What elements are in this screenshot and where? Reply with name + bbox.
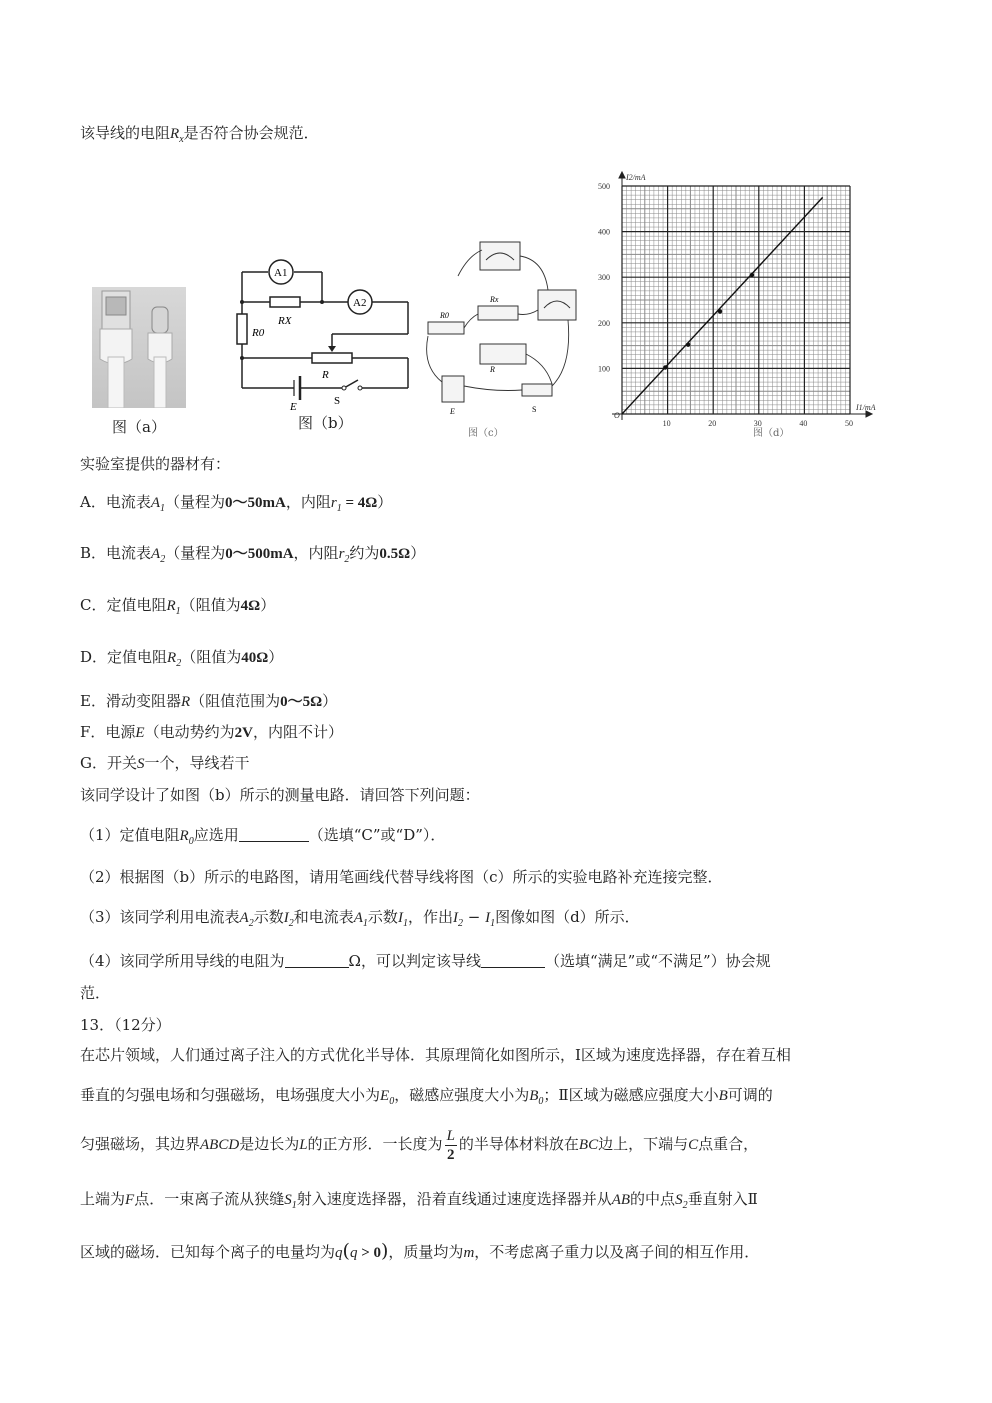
fraction-l-over-2: $\frac{L}{2}$ xyxy=(446,1127,455,1163)
question-4-cont: 范． xyxy=(80,984,111,1002)
label-c-r0: R0 xyxy=(440,311,449,320)
y-axis-arrow xyxy=(619,172,625,178)
data-point xyxy=(718,309,722,313)
problem-13-line-5: 区域的磁场．已知每个离子的电量均为q(q > 0)，质量均为m，不考虑离子重力以及离子间的相互作用． xyxy=(80,1240,760,1262)
y-tick-label: 400 xyxy=(598,227,610,237)
resistor-rx-icon xyxy=(478,306,518,320)
figure-a-photo xyxy=(92,287,186,408)
x-tick-label: 30 xyxy=(753,419,762,428)
switch-icon xyxy=(522,384,552,396)
x-tick-label: 10 xyxy=(662,419,671,428)
y-tick-label: 300 xyxy=(598,273,610,283)
label-a1: A1 xyxy=(274,267,288,279)
answer-blank-3[interactable] xyxy=(481,952,545,968)
label-c-e: E xyxy=(450,407,455,416)
figure-c-caption: 图（c） xyxy=(468,428,504,439)
item-c: C．定值电阻$R_1$（阻值为4Ω） xyxy=(80,596,276,617)
resistor-rx-symbol xyxy=(270,297,300,307)
data-point xyxy=(750,273,754,277)
figure-a-caption: 图（a） xyxy=(112,418,166,436)
data-point xyxy=(686,342,690,346)
figure-b-circuit xyxy=(232,258,417,416)
question-2: （2）根据图（b）所示的电路图，请用笔画线代替导线将图（c）所示的实验电路补充连接完整． xyxy=(80,868,723,886)
item-f: F．电源E（电动势约为2V，内阻不计） xyxy=(80,723,343,741)
x-tick-label: 40 xyxy=(799,419,808,428)
label-s: S xyxy=(334,395,341,407)
x-tick-label: 20 xyxy=(708,419,717,428)
y-tick-label: 100 xyxy=(598,364,610,374)
data-point xyxy=(663,365,667,369)
figure-d-caption: 图（d） xyxy=(753,428,790,439)
ammeter-top-icon xyxy=(480,242,520,270)
label-rx: RX xyxy=(278,315,292,327)
label-c-r: R xyxy=(490,365,495,374)
x-tick-label: 50 xyxy=(845,419,853,428)
problem-13-line-4: 上端为F点．一束离子流从狭缝$S_1$射入速度选择器，沿着直线通过速度选择器并从AB的中点$S_2$垂直射入Ⅱ xyxy=(80,1190,758,1211)
item-b: B．电流表$A_2$（量程为0～500mA，内阻$r_2$约为0.5Ω） xyxy=(80,544,426,565)
intro-line: 该导线的电阻$R_x$是否符合协会规范． xyxy=(80,124,319,145)
y-tick-label: 200 xyxy=(598,318,610,328)
question-4: （4）该同学所用导线的电阻为 Ω，可以判定该导线 （选填“满足”或“不满足”）协会规 xyxy=(80,952,771,970)
problem-13-line-3: 匀强磁场，其边界ABCD是边长为L的正方形．一长度为 $\frac{L}{2}$ 的半导体材料放在BC边上，下端与C点重合， xyxy=(80,1127,759,1163)
problem-13-title: 13．（12分） xyxy=(80,1016,171,1034)
design-line: 该同学设计了如图（b）所示的测量电路．请回答下列问题： xyxy=(80,786,480,804)
figure-d-chart xyxy=(592,168,884,430)
problem-13-line-1: 在芯片领域，人们通过离子注入的方式优化半导体．其原理简化如图所示，Ⅰ区域为速度选择器，存在着互相 xyxy=(80,1046,791,1064)
item-g: G．开关S一个，导线若干 xyxy=(80,754,250,772)
y-axis-label: I2/mA xyxy=(626,173,646,182)
answer-blank-2[interactable] xyxy=(285,952,349,968)
item-d: D．定值电阻$R_2$（阻值为40Ω） xyxy=(80,648,284,669)
item-e: E．滑动变阻器R（阻值范围为0～5Ω） xyxy=(80,692,338,710)
label-c-rx: Rx xyxy=(490,295,499,304)
y-tick-label: 500 xyxy=(598,182,610,191)
rheostat-symbol xyxy=(312,353,352,363)
problem-13-line-2: 垂直的匀强电场和匀强磁场，电场强度大小为$E_0$，磁感应强度大小为$B_0$；Ⅱ区域为磁感应强度大小B可调的 xyxy=(80,1086,773,1107)
question-3: （3）该同学利用电流表$A_2$示数$I_2$和电流表$A_1$示数$I_1$，作出$I_2 - I_1$图像如图（d）所示． xyxy=(80,908,640,929)
equipment-intro: 实验室提供的器材有： xyxy=(80,455,231,473)
item-a: A．电流表$A_1$（量程为0～50mA，内阻$r_1 = 4\Omega$） xyxy=(80,493,393,514)
origin-label: O xyxy=(614,411,620,420)
label-r: R xyxy=(322,369,329,381)
label-c-s: S xyxy=(532,405,537,414)
figure-c-apparatus xyxy=(422,236,592,416)
battery-icon xyxy=(442,376,464,402)
resistor-r0-icon xyxy=(428,322,464,334)
figure-b-caption: 图（b） xyxy=(298,414,353,432)
x-axis-label: I1/mA xyxy=(856,403,876,412)
rheostat-icon xyxy=(480,344,526,364)
ammeter-right-icon xyxy=(538,290,576,320)
resistor-r0-symbol xyxy=(237,314,247,344)
answer-blank-1[interactable] xyxy=(239,826,309,842)
label-e: E xyxy=(290,401,297,413)
question-1: （1）定值电阻$R_0$应选用 （选填“C”或“D”）． xyxy=(80,826,446,847)
label-a2: A2 xyxy=(353,297,367,309)
label-r0: R0 xyxy=(252,327,265,339)
